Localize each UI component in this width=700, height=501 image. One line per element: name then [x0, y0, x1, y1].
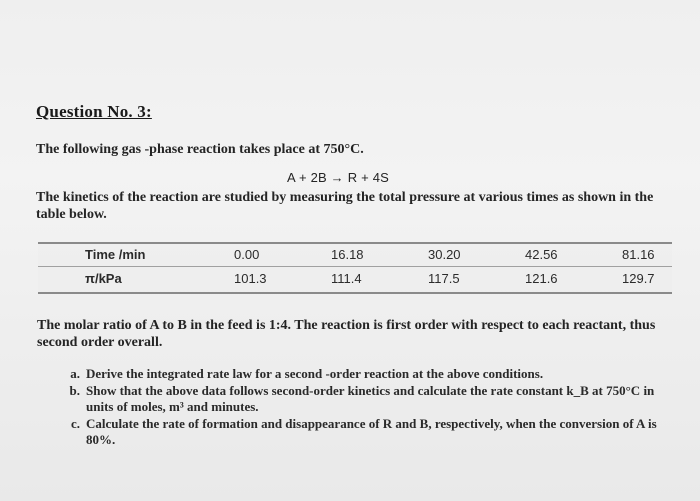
task-c-text: Calculate the rate of formation and disappearance of R and B, respectively, when the conversion of A is 80%. [86, 416, 657, 447]
task-a-text: Derive the integrated rate law for a second -order reaction at the above conditions. [86, 366, 544, 381]
pressure-value-3: 117.5 [428, 271, 460, 286]
pressure-time-table [38, 242, 672, 294]
pressure-value-4: 121.6 [525, 271, 558, 286]
task-b-text: Show that the above data follows second-order kinetics and calculate the rate constant k_B at 750°C in units of moles, m³ and minutes. [86, 383, 655, 414]
intro-text: The following gas -phase reaction takes place at 750°C. [36, 142, 364, 157]
table-row-time [38, 244, 672, 267]
reaction-equation: A + 2B → R + 4S [287, 170, 389, 185]
task-a-marker: a. [70, 366, 80, 381]
task-b-marker: b. [69, 383, 80, 398]
question-title: Question No. 3: [36, 102, 152, 121]
pressure-value-2: 111.4 [331, 271, 362, 286]
time-header: Time /min [85, 247, 146, 262]
pressure-header: π/kPa [85, 271, 122, 286]
time-value-4: 42.56 [525, 247, 558, 262]
task-c [60, 416, 680, 448]
time-value-1: 0.00 [234, 247, 260, 262]
time-value-2: 16.18 [331, 247, 364, 262]
pressure-value-1: 101.3 [234, 271, 267, 286]
pressure-value-5: 129.7 [622, 271, 655, 286]
task-c-marker: c. [70, 416, 80, 431]
table-row-pressure [38, 268, 672, 290]
time-value-5: 81.16 [622, 247, 655, 262]
molar-ratio-text: The molar ratio of A to B in the feed is 1:4. The reaction is first order with respect to each reactant, thus second order overall. [37, 318, 656, 350]
task-b [60, 383, 680, 415]
kinetics-text: The kinetics of the reaction are studied by measuring the total pressure at various times as shown in the table below. [36, 190, 654, 222]
task-list [60, 366, 680, 449]
task-a [60, 366, 680, 382]
time-value-3: 30.20 [428, 247, 461, 262]
